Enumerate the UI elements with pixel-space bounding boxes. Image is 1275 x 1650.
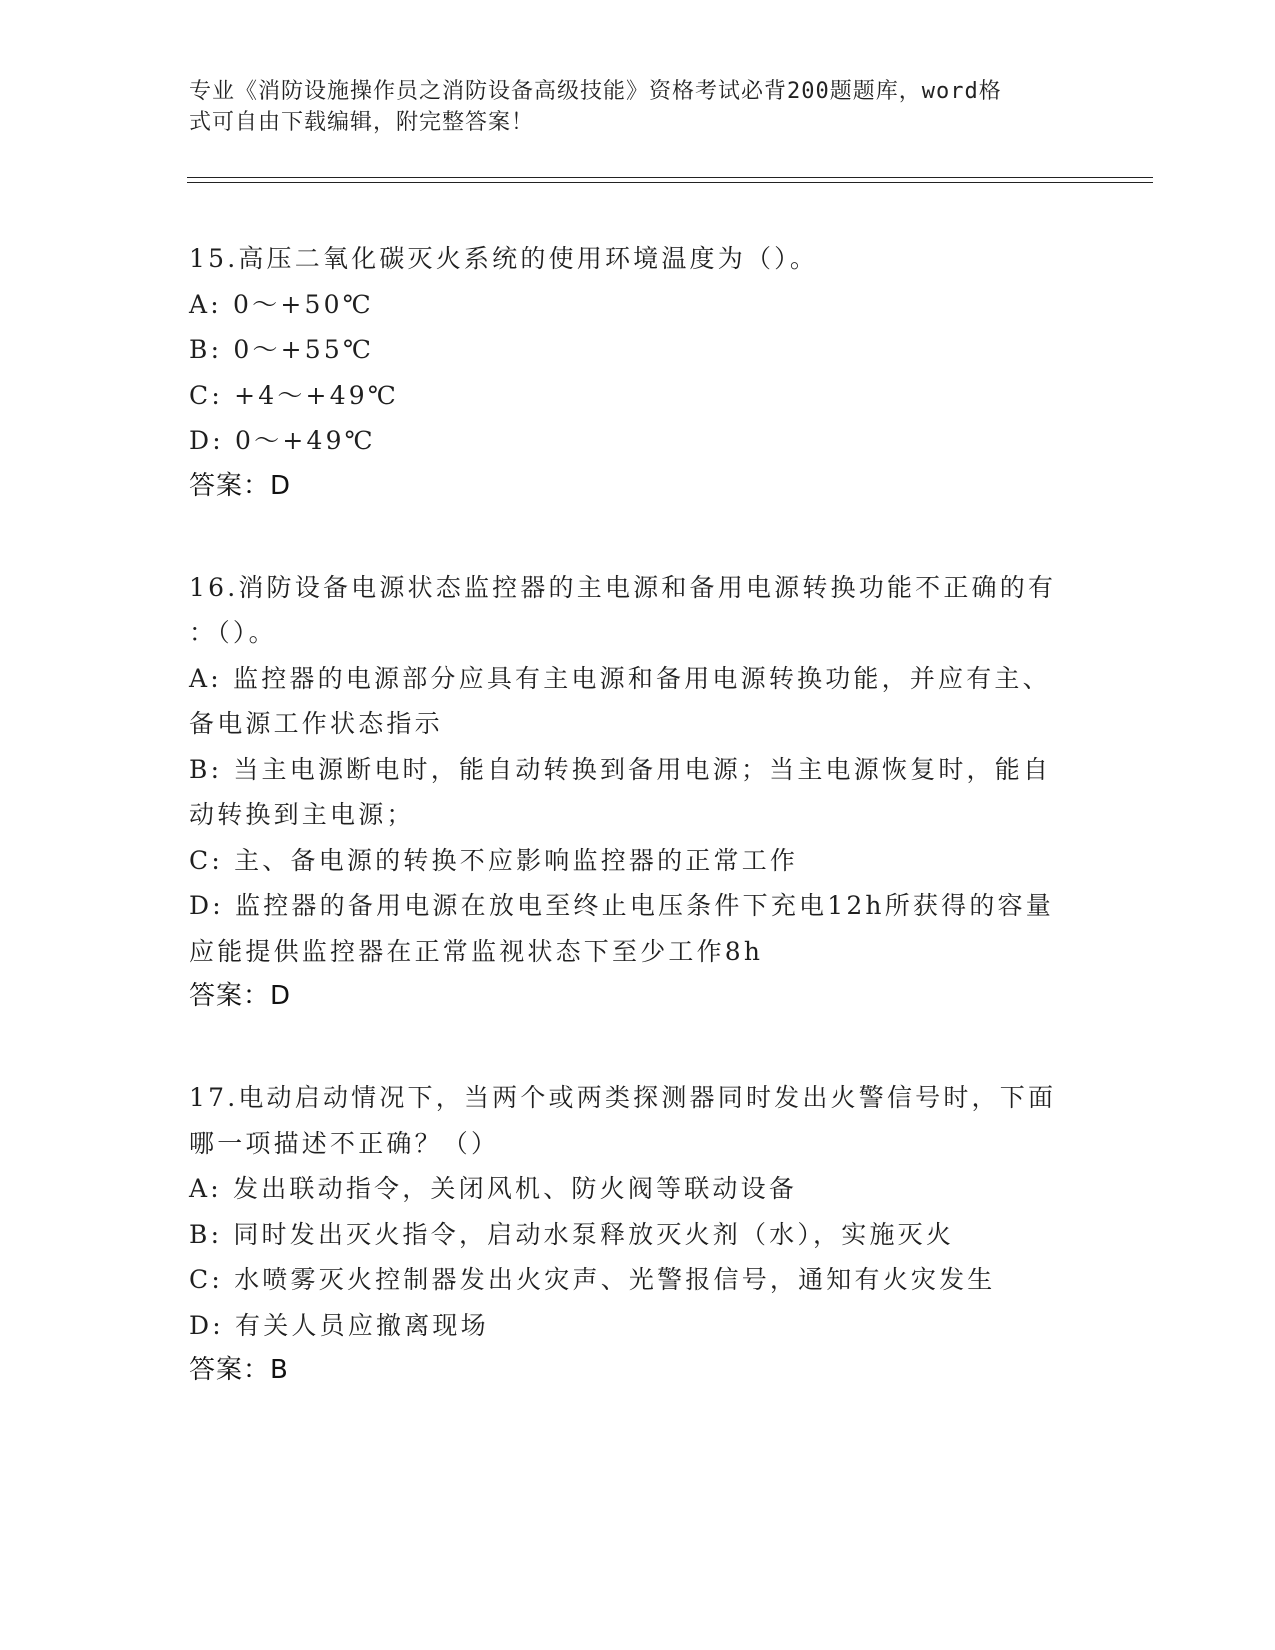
option-c: C: 水喷雾灭火控制器发出火灾声、光警报信号，通知有火灾发生 [189,1265,996,1294]
answer-key: 答案：B [189,1355,289,1385]
answer-key: 答案：D [189,470,292,501]
document-header [189,76,1069,138]
header-divider-bottom [187,182,1153,183]
option-d: D: 有关人员应撤离现场 [189,1310,489,1340]
question-stem: 15.高压二氧化碳灭火系统的使用环境温度为（）。 [189,244,819,273]
option-b: B: 当主电源断电时，能自动转换到备用电源；当主电源恢复时，能自 [189,754,1052,784]
option-a: A: 发出联动指令，关闭风机、防火阀等联动设备 [189,1174,798,1203]
option-a: A: 监控器的电源部分应具有主电源和备用电源转换功能，并应有主、 [189,663,1051,693]
option-c: C: 主、备电源的转换不应影响监控器的正常工作 [189,845,799,875]
question-stem-continued: ：（）。 [189,618,277,647]
option-b: B: 0～+55℃ [189,335,375,364]
question-16 [189,565,1089,1020]
option-c: C: +4～+49℃ [189,380,400,410]
option-b: B: 同时发出灭火指令，启动水泵释放灭火剂（水），实施灭火 [189,1219,955,1249]
option-a: A: 0～+50℃ [189,289,374,319]
question-stem-continued: 哪一项描述不正确？（） [189,1128,500,1158]
question-list [189,236,1089,1449]
header-line-1: 专业《消防设施操作员之消防设备高级技能》资格考试必背200题题库，word格 [189,79,1002,104]
option-d: D: 监控器的备用电源在放电至终止电压条件下充电12h所获得的容量 [189,891,1054,920]
header-divider-top [187,177,1153,178]
option-a-continued: 备电源工作状态指示 [189,709,443,738]
option-b-continued: 动转换到主电源； [189,800,415,829]
option-d-continued: 应能提供监控器在正常监视状态下至少工作8h [189,936,764,966]
question-stem: 17.电动启动情况下，当两个或两类探测器同时发出火警信号时，下面 [189,1083,1057,1112]
option-d: D: 0～+49℃ [189,426,376,455]
question-stem: 16.消防设备电源状态监控器的主电源和备用电源转换功能不正确的有 [189,572,1057,602]
question-15 [189,236,1089,509]
answer-key: 答案：D [189,981,292,1011]
header-line-2: 式可自由下载编辑，附完整答案！ [189,110,535,135]
question-17 [189,1075,1089,1393]
